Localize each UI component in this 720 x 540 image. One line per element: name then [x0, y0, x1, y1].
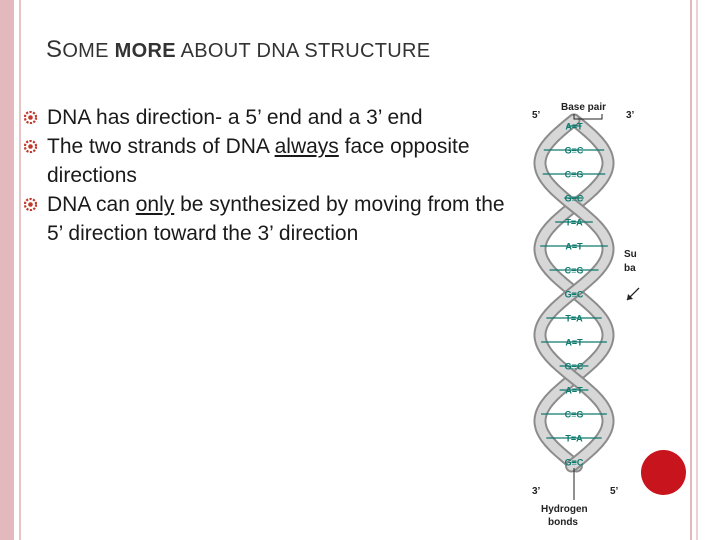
- base-pair-letters: G≡C: [564, 361, 584, 372]
- title-word-some: OME: [62, 40, 115, 62]
- hydrogen-label-line-2: bonds: [548, 517, 578, 528]
- bullet-list: [22, 103, 512, 248]
- bullet-text-after: be synthesized by moving from the 5’ direction toward the 3’ direction: [47, 193, 505, 245]
- title-first-letter: S: [46, 36, 63, 63]
- slide-title: [46, 36, 430, 64]
- base-pair-letters: G≡C: [564, 457, 584, 468]
- side-label-2: ba: [624, 263, 636, 274]
- title-rest: ABOUT DNA STRUCTURE: [175, 40, 431, 62]
- bullet-emphasis: always: [274, 135, 339, 158]
- gear-bullet-icon: [24, 140, 37, 153]
- base-pair-letters: A=T: [565, 385, 583, 396]
- right-frame-line-inner: [696, 0, 698, 540]
- dna-double-helix-diagram: [530, 96, 642, 530]
- base-pair-letters: C≡G: [564, 409, 584, 420]
- bullet-item: [22, 190, 512, 248]
- bullet-text-after: face opposite directions: [47, 135, 470, 187]
- bullet-text: DNA has direction- a 5’ end and a 3’ end: [47, 106, 423, 129]
- bottom-right-end-label: 5’: [610, 486, 619, 497]
- left-frame-bar: [0, 0, 14, 540]
- base-pair-label: Base pair: [561, 102, 607, 113]
- hydrogen-label-line-1: Hydrogen: [541, 504, 588, 515]
- base-pair-letters: A=T: [565, 337, 583, 348]
- top-left-end-label: 5’: [532, 110, 541, 121]
- base-pair-letters: T=A: [565, 217, 583, 228]
- base-pair-letters: A=T: [565, 241, 583, 252]
- left-frame-line: [19, 0, 21, 540]
- bullet-item: [22, 103, 512, 132]
- side-label-1: Su: [624, 249, 637, 260]
- base-pair-letters: T=A: [565, 433, 583, 444]
- base-pair-letters: C≡G: [564, 169, 584, 180]
- base-pair-letters: G≡C: [564, 289, 584, 300]
- base-pair-letters: A=T: [565, 121, 583, 132]
- right-frame-line: [690, 0, 692, 540]
- bottom-left-end-label: 3’: [532, 486, 541, 497]
- base-pair-letters: T=A: [565, 313, 583, 324]
- bullet-text-before: The two strands of DNA: [47, 135, 275, 158]
- base-pair-letters: G≡C: [564, 193, 584, 204]
- base-pair-letters: C≡G: [564, 265, 584, 276]
- title-word-more: MORE: [114, 40, 176, 62]
- gear-bullet-icon: [24, 198, 37, 211]
- bullet-item: [22, 132, 512, 190]
- bullet-text-before: DNA can: [47, 193, 136, 216]
- red-circle-decoration: [641, 450, 686, 495]
- top-right-end-label: 3’: [626, 110, 635, 121]
- base-pair-letters: G≡C: [564, 145, 584, 156]
- bullet-emphasis: only: [135, 193, 175, 216]
- gear-bullet-icon: [24, 111, 37, 124]
